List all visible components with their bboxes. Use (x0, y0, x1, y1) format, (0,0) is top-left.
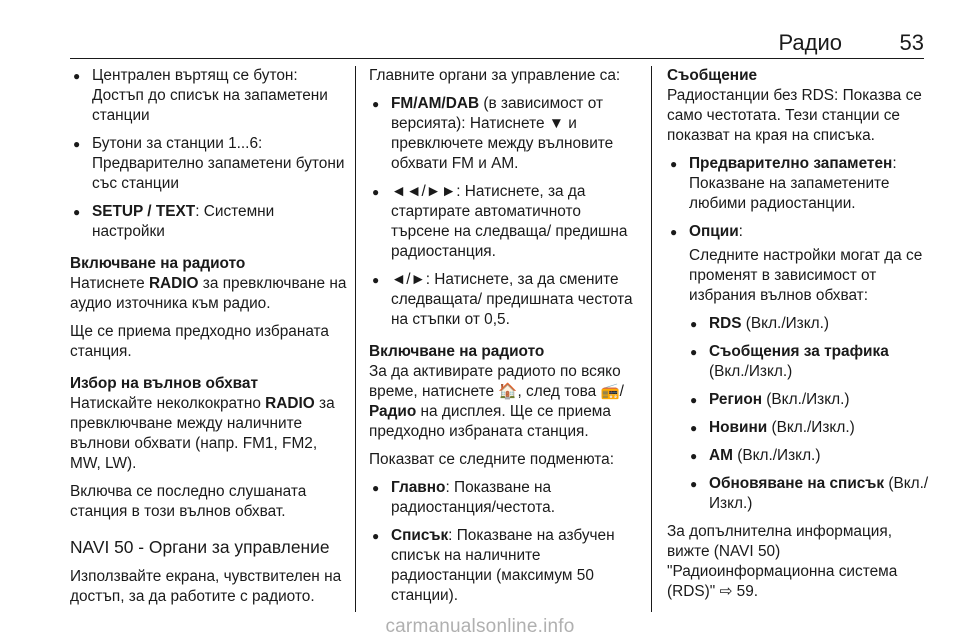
column-divider (355, 66, 356, 612)
column-middle (369, 66, 637, 614)
list-item: ● Съобщения за трафика (Вкл./Изкл.) (687, 342, 929, 382)
page-ref-arrow-icon: ⇨ (719, 583, 733, 600)
paragraph: Натискайте неколкократно RADIO за превключване между наличните вълнови обхвати (напр. FM1, FM2, MW, LW). (70, 395, 335, 472)
list-item: ● Централен въртящ се бутон: Достъп до списък на запаметени станции (70, 66, 348, 126)
section-heading: Включване на радиото (369, 343, 545, 360)
paragraph: Главните органи за управление са: (369, 67, 621, 84)
paragraph: Показват се следните подменюта: (369, 451, 614, 468)
list-item: ● FM/AM/DAB (в зависимост от версията): Натиснете ▼ и превключете между вълновите обхвати FM и AM. (369, 94, 637, 174)
paragraph: Натиснете RADIO за превключване на аудио източника към радио. (70, 275, 347, 312)
list-item: ● AM (Вкл./Изкл.) (687, 446, 929, 466)
controls-list (70, 66, 348, 242)
options-list (667, 314, 929, 514)
list-item: ● Списък: Показване на азбучен списък на наличните радиостанции (максимум 50 станции). (369, 526, 637, 606)
paragraph: Включва се последно слушаната станция в този вълнов обхват. (70, 483, 307, 520)
list-item: ● ◄◄/►►: Натиснете, за да стартирате автоматичното търсене на следваща/ предишна радиостанция. (369, 182, 637, 262)
section-heading: Избор на вълнов обхват (70, 375, 258, 392)
list-item: ● Новини (Вкл./Изкл.) (687, 418, 929, 438)
list-item: ● ◄/►: Натиснете, за да смените следващата/ предишната честота на стъпки от 0,5. (369, 270, 637, 330)
paragraph: Радиостанции без RDS: Показва се само честотата. Тези станции се показват на края на списъка. (667, 87, 922, 144)
home-icon: 🏠 (498, 383, 518, 400)
step-arrows-icon: ◄/► (391, 271, 426, 288)
page-header (0, 30, 960, 60)
column-divider (651, 66, 652, 612)
paragraph: Ще се приема предходно избраната станция. (70, 323, 329, 360)
radio-icon: 📻 (600, 383, 620, 400)
submenus-list (369, 478, 637, 606)
list-item: ● Обновяване на списък (Вкл./Изкл.) (687, 474, 929, 514)
list-item: ● Опции: Следните настройки могат да се променят в зависимост от избрания вълнов обхват: (667, 222, 929, 306)
paragraph: За да активирате радиото по всяко време, натиснете 🏠, след това 📻/Радио на дисплея. Ще се приема предходно избраната станция. (369, 363, 624, 440)
page-title: Радио (778, 30, 842, 55)
page-number: 53 (899, 30, 924, 55)
column-right (667, 66, 929, 610)
header-divider (70, 58, 924, 59)
menu-list (667, 154, 929, 306)
list-item: ● SETUP / TEXT: Системни настройки (70, 202, 348, 242)
options-description: Следните настройки могат да се променят в зависимост от избрания вълнов обхват: (689, 247, 923, 304)
list-item: ● Главно: Показване на радиостанция/честота. (369, 478, 637, 518)
list-item: ● Бутони за станции 1...6: Предварително запаметени бутони със станции (70, 134, 348, 194)
main-controls-list (369, 94, 637, 330)
list-item: ● RDS (Вкл./Изкл.) (687, 314, 929, 334)
section-title: NAVI 50 - Органи за управление (70, 537, 330, 557)
section-heading: Включване на радиото (70, 255, 246, 272)
seek-arrows-icon: ◄◄/►► (391, 183, 457, 200)
column-left (70, 66, 348, 615)
list-item: ● Предварително запаметен: Показване на запаметените любими радиостанции. (667, 154, 929, 214)
paragraph: За допълнителна информация, вижте (NAVI 50) "Радиоинформационна система (RDS)" ⇨ 59. (667, 523, 898, 600)
list-item: ● Регион (Вкл./Изкл.) (687, 390, 929, 410)
section-heading: Съобщение (667, 67, 758, 84)
paragraph: Използвайте екрана, чувствителен на достъп, за да работите с радиото. (70, 568, 342, 605)
watermark: carmanualsonline.info (385, 616, 575, 637)
